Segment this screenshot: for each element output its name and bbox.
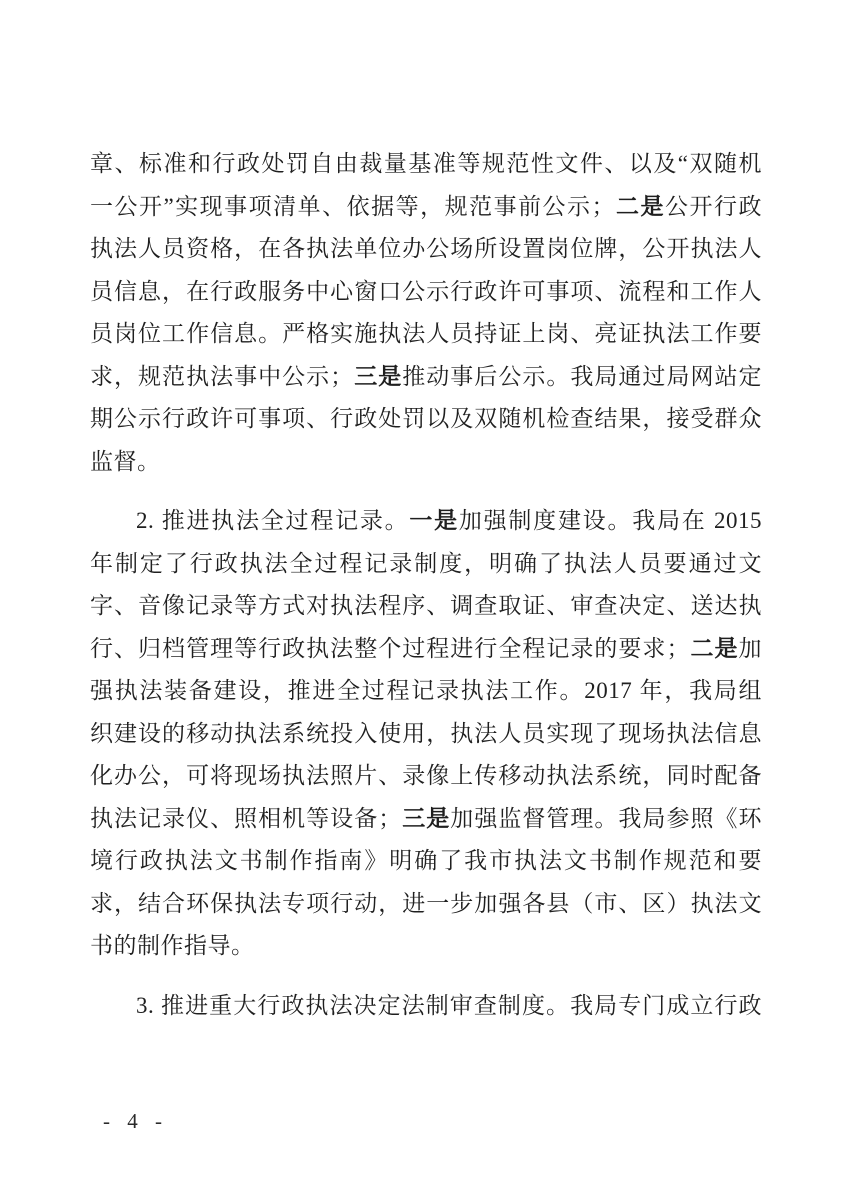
text-line	[90, 925, 762, 968]
body-text: 公开行政	[665, 193, 763, 219]
text-line	[90, 398, 762, 441]
body-text: 章、标准和行政处罚自由裁量基准等规范性文件、以及“双随机	[90, 151, 762, 176]
text-line	[90, 441, 762, 484]
emphasis-text: 二是	[689, 635, 739, 661]
body-text: 字、音像记录等方式对执法程序、调查取证、审查决定、送达执	[90, 593, 762, 618]
body-text: 员岗位工作信息。严格实施执法人员持证上岗、亮证执法工作要	[90, 321, 762, 346]
text-line	[90, 840, 762, 883]
text-line	[90, 628, 762, 671]
body-text: 加强制度建设。我局在 2015	[458, 508, 763, 533]
text-line	[90, 186, 762, 229]
body-text: 织建设的移动执法系统投入使用，执法人员实现了现场执法信息	[90, 720, 762, 746]
body-text: 3. 推进重大行政执法决定法制审查制度。我局专门成立行政	[136, 992, 762, 1018]
body-text: 化办公，可将现场执法照片、录像上传移动执法系统，同时配备	[90, 763, 762, 788]
body-text: 境行政执法文书制作指南》明确了我市执法文书制作规范和要	[90, 848, 762, 873]
body-text: 书的制作指导。	[90, 933, 255, 958]
text-line	[90, 755, 762, 798]
paragraph	[90, 143, 762, 483]
emphasis-text: 三是	[353, 363, 403, 389]
body-text: 求，结合环保执法专项行动，进一步加强各县（市、区）执法文	[90, 890, 762, 916]
text-line	[90, 713, 762, 756]
text-line	[90, 500, 762, 543]
body-text: 期公示行政许可事项、行政处罚以及双随机检查结果，接受群众	[90, 406, 762, 431]
text-line	[90, 356, 762, 399]
text-line	[90, 585, 762, 628]
body-text: 员信息，在行政服务中心窗口公示行政许可事项、流程和工作人	[90, 278, 762, 304]
body-text: 监督。	[90, 448, 161, 474]
paragraph	[90, 500, 762, 968]
text-line	[90, 670, 762, 713]
text-line	[90, 228, 762, 271]
text-line	[90, 271, 762, 314]
paragraph	[90, 985, 762, 1028]
body-text: 执法记录仪、照相机等设备；	[90, 805, 402, 831]
text-line	[90, 798, 762, 841]
page-number: - 4 -	[103, 1109, 168, 1133]
body-text: 加强监督管理。我局参照《环	[450, 805, 763, 831]
body-text: 推动事后公示。我局通过局网站定	[402, 363, 763, 389]
body-text: 一公开”实现事项清单、依据等，规范事前公示；	[90, 193, 616, 219]
emphasis-text: 一是	[409, 508, 459, 533]
document-text	[90, 143, 762, 1044]
emphasis-text: 二是	[615, 193, 666, 219]
emphasis-text: 三是	[401, 805, 451, 831]
body-text: 行、归档管理等行政执法整个过程进行全程记录的要求；	[90, 635, 690, 661]
body-text: 2. 推进执法全过程记录。	[136, 508, 410, 533]
text-line	[90, 985, 762, 1028]
body-text: 强执法装备建设，推进全过程记录执法工作。2017 年，我局组	[90, 678, 762, 703]
text-line	[90, 543, 762, 586]
body-text: 加	[738, 635, 763, 661]
body-text: 求，规范执法事中公示；	[90, 363, 354, 389]
body-text: 年制定了行政执法全过程记录制度，明确了执法人员要通过文	[90, 550, 762, 576]
text-line	[90, 883, 762, 926]
text-line	[90, 143, 762, 186]
body-text: 执法人员资格，在各执法单位办公场所设置岗位牌，公开执法人	[90, 236, 762, 261]
text-line	[90, 313, 762, 356]
